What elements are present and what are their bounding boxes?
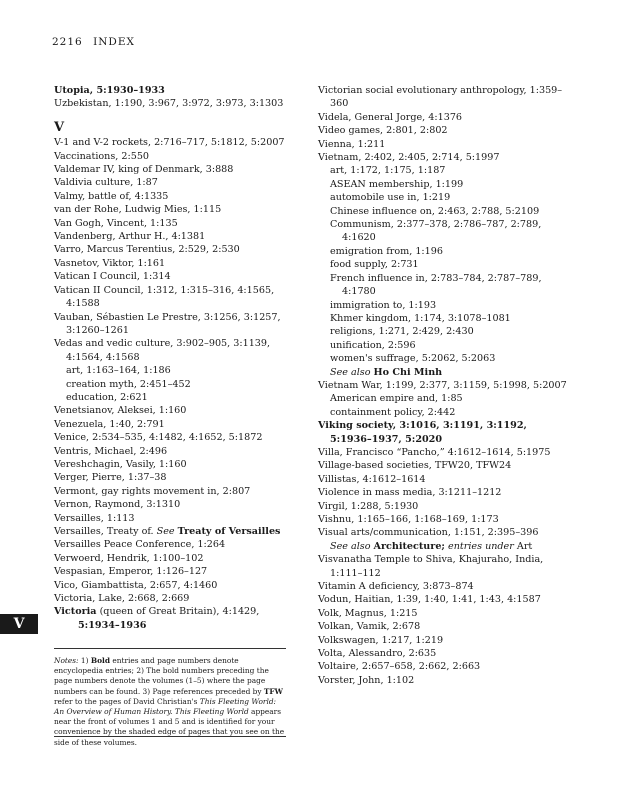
index-subentry: education, 2:621: [66, 391, 148, 403]
index-entry: Villistas, 4:1612–1614: [318, 473, 426, 485]
index-entry: Vienna, 1:211: [318, 138, 386, 150]
index-entry: van der Rohe, Ludwig Mies, 1:115: [54, 204, 222, 216]
index-entry: Verwoerd, Hendrik, 1:100–102: [54, 552, 204, 564]
index-entry: Varro, Marcus Terentius, 2:529, 2:530: [54, 244, 240, 256]
index-entry: Victorian social evolutionary anthropology, 1:359–360: [318, 85, 563, 110]
index-entry: Virgil, 1:288, 5:1930: [318, 500, 419, 512]
notes-bottom-rule: [54, 736, 286, 737]
index-subentry: Khmer kingdom, 1:174, 3:1078–1081: [330, 312, 511, 324]
index-subentry: Communism, 2:377–378, 2:786–787, 2:789, 4:1620: [330, 219, 542, 244]
index-entry-see: Versailles, Treaty of. See Treaty of Versailles: [54, 526, 281, 537]
index-entry: Versailles, 1:113: [54, 512, 135, 524]
index-entry: Voltaire, 2:657–658, 2:662, 2:663: [318, 661, 481, 673]
index-entry: Vaccinations, 2:550: [54, 150, 150, 162]
index-entry: Vietnam, 2:402, 2:405, 2:714, 5:1997: [318, 152, 500, 164]
index-subentry: containment policy, 2:442: [330, 406, 456, 418]
index-entry: Volkan, Vamik, 2:678: [318, 621, 421, 633]
index-entry: Visual arts/communication, 1:151, 2:395–396: [318, 527, 539, 539]
index-entry: Versailles Peace Conference, 1:264: [54, 539, 226, 551]
index-entry: Village-based societies, TFW20, TFW24: [318, 460, 512, 472]
index-entry: Vauban, Sébastien Le Prestre, 3:1256, 3:1257, 3:1260–1261: [54, 311, 281, 336]
index-subentry: art, 1:172, 1:175, 1:187: [330, 165, 446, 177]
index-subentry: creation myth, 2:451–452: [66, 378, 191, 390]
index-entry: Vernon, Raymond, 3:1310: [54, 499, 181, 511]
index-entry: Vermont, gay rights movement in, 2:807: [54, 485, 251, 497]
index-subentry: unification, 2:596: [330, 339, 416, 351]
index-entry: Venetsianov, Aleksei, 1:160: [54, 405, 187, 417]
index-entry: Verger, Pierre, 1:37–38: [54, 472, 167, 484]
index-entry: Vasnetov, Viktor, 1:161: [54, 257, 166, 269]
index-entry: Vandenberg, Arthur H., 4:1381: [54, 231, 206, 243]
index-subentry: American empire and, 1:85: [330, 393, 463, 405]
index-entry: Venezuela, 1:40, 2:791: [54, 418, 165, 430]
index-entry: Vitamin A deficiency, 3:873–874: [318, 581, 474, 593]
index-subentry: women's suffrage, 5:2062, 5:2063: [330, 353, 496, 365]
index-entry: Video games, 2:801, 2:802: [318, 125, 448, 137]
index-entry: Ventris, Michael, 2:496: [54, 445, 168, 457]
index-subentry: food supply, 2:731: [330, 259, 419, 271]
index-entry-victoria: Victoria (queen of Great Britain), 4:1429,: [54, 606, 260, 618]
index-subentry: immigration to, 1:193: [330, 299, 437, 311]
index-see-also: See also Ho Chi Minh: [330, 366, 443, 378]
index-entry: V-1 and V-2 rockets, 2:716–717, 5:1812, 5:2007: [54, 137, 285, 149]
index-entry: Uzbekistan, 1:190, 3:967, 3:972, 3:973, 3:1303: [54, 98, 284, 110]
index-entry: Vishnu, 1:165–166, 1:168–169, 1:173: [318, 514, 499, 525]
index-subentry: religions, 1:271, 2:429, 2:430: [330, 326, 474, 338]
index-entry: Valdivia culture, 1:87: [54, 177, 158, 189]
index-subentry: ASEAN membership, 1:199: [330, 178, 464, 190]
index-entry: Valmy, battle of, 4:1335: [54, 190, 169, 202]
section-tab: V: [0, 614, 38, 634]
index-entry: Vereshchagin, Vasily, 1:160: [54, 458, 187, 470]
index-entry: Vedas and vedic culture, 3:902–905, 3:1139, 4:1564, 4:1568: [54, 338, 271, 363]
index-entry: Videla, General Jorge, 4:1376: [318, 111, 463, 123]
index-entry: Valdemar IV, king of Denmark, 3:888: [54, 164, 234, 176]
index-entry: Vatican I Council, 1:314: [54, 271, 171, 283]
page-number: 2216: [52, 36, 83, 48]
index-entry: Vatican II Council, 1:312, 1:315–316, 4:1565, 4:1588: [54, 284, 275, 310]
index-subentry: emigration from, 1:196: [330, 245, 443, 257]
index-entry: Van Gogh, Vincent, 1:135: [54, 217, 178, 229]
index-entry: Villa, Francisco “Pancho,” 4:1612–1614, 5:1975: [318, 446, 551, 458]
index-entry: Volkswagen, 1:217, 1:219: [318, 634, 444, 646]
index-entry: Vietnam War, 1:199, 2:377, 3:1159, 5:1998, 5:2007: [318, 379, 567, 391]
section-letter: V: [54, 119, 65, 135]
index-entry: Vodun, Haitian, 1:39, 1:40, 1:41, 1:43, 4:1587: [318, 594, 541, 606]
index-entry: Venice, 2:534–535, 4:1482, 4:1652, 5:1872: [54, 432, 263, 444]
index-entry: Vico, Giambattista, 2:657, 4:1460: [54, 579, 218, 591]
index-entry-continued: 5:1934–1936: [78, 619, 147, 631]
index-entry: Victoria, Lake, 2:668, 2:669: [54, 593, 190, 605]
index-see-also: See also Architecture; entries under Art: [330, 540, 533, 552]
header-label: INDEX: [93, 36, 135, 48]
index-entry: Viking society, 3:1016, 3:1191, 3:1192, 5:1936–1937, 5:2020: [318, 420, 527, 445]
index-entry: Visvanatha Temple to Shiva, Khajuraho, India, 1:111–112: [318, 554, 544, 579]
index-entry: Volk, Magnus, 1:215: [318, 607, 418, 619]
page-header: [52, 36, 135, 48]
index-subentry: art, 1:163–164, 1:186: [66, 365, 171, 377]
notes-top-rule: [54, 648, 286, 649]
index-entry: Vespasian, Emperor, 1:126–127: [54, 566, 208, 578]
index-subentry: Chinese influence on, 2:463, 2:788, 5:2109: [330, 205, 540, 217]
index-subentry: automobile use in, 1:219: [330, 192, 451, 204]
right-column: [318, 84, 568, 687]
notes-box: Notes: 1) Bold entries and page numbers denote encyclopedia entries; 2) The bold numbers preceding the page numbers denote the volumes (1–5) where the page numbers can be found. 3) Page references preceded by TFW refer to the pages of David Christian's This Fleeting World: An Overview of Human History. This Fleeting World appears near the front of volumes 1 and 5 and is identified for your convenience by the shaded edge of pages that you see on the side of these volumes.: [54, 656, 285, 747]
index-entry: Volta, Alessandro, 2:635: [318, 648, 437, 660]
index-entry: Violence in mass media, 3:1211–1212: [318, 487, 502, 499]
left-column: [54, 84, 290, 632]
index-entry: Utopia, 5:1930–1933: [54, 85, 165, 96]
index-entry: Vorster, John, 1:102: [318, 674, 415, 686]
index-subentry: French influence in, 2:783–784, 2:787–789, 4:1780: [330, 272, 542, 298]
